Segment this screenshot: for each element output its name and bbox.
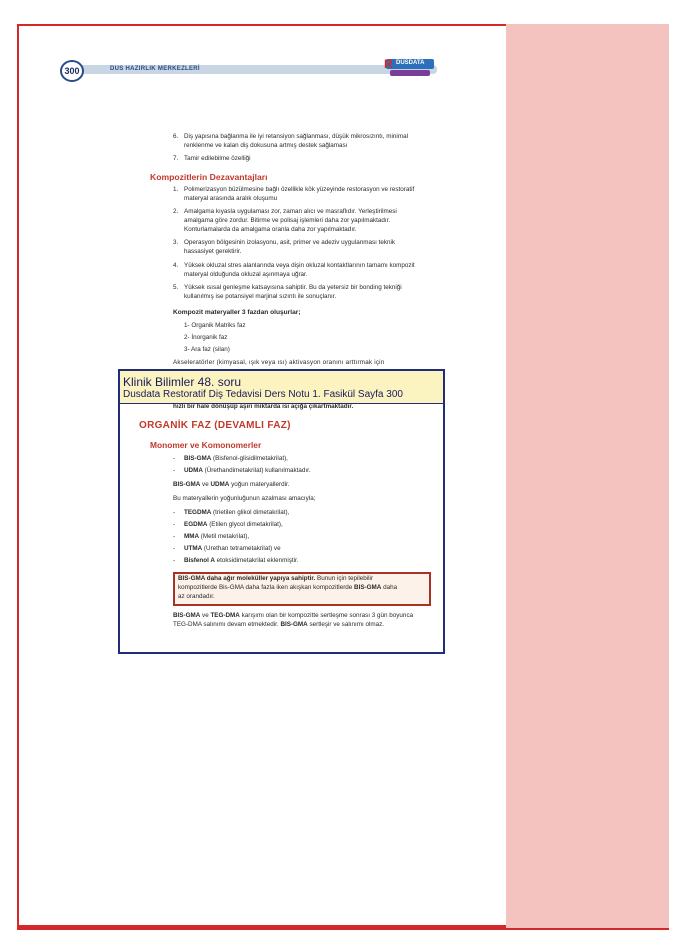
list-item-line: Tamir edilebilme özelliği (184, 155, 251, 162)
section-heading: Kompozitlerin Dezavantajları (150, 172, 268, 182)
callout-line: BIS-GMA daha ağır moleküller yapıya sahiptir. Bunun için tepilebilir (178, 575, 374, 582)
list-item: - (173, 557, 176, 564)
list-number: 4. (173, 262, 179, 269)
list-item-line: Operasyon bölgesinin izolasyonu, asit, primer ve adeziv uygulanması teknik (184, 239, 396, 246)
header-title: DUS HAZIRLIK MERKEZLERİ (110, 66, 200, 72)
list-item: UTMA (Urethan tetrametakrilat) ve (184, 545, 281, 552)
list-number: 5. (173, 284, 179, 291)
list-item: - (173, 545, 176, 552)
phase-item: 1- Organik Matriks faz (184, 322, 246, 329)
list-number: 6. (173, 133, 179, 140)
overlay-subtitle: Dusdata Restoratif Diş Tedavisi Ders Notu 1. Fasikül Sayfa 300 (123, 389, 403, 400)
list-number: 1. (173, 186, 179, 193)
list-item: - (173, 467, 176, 474)
final-paragraph: TEG-DMA salınımı devam etmektedir. BIS-GMA sertleşir ve salınımı olmaz. (173, 621, 385, 628)
list-item-line: Polimerizasyon büzülmesine bağlı özellikle kök yüzeyinde restorasyon ve restoratif (184, 186, 415, 193)
list-item: BIS-GMA (Bisfenol-glisidilmetakrilat), (184, 455, 288, 462)
callout-line: kompozitlerde Bis-GMA daha fazla iken akışkan kompozitlerde BIS-GMA daha (178, 584, 398, 591)
list-number: 7. (173, 155, 179, 162)
list-item-line: materyal olduğunda okluzal aşınmaya uğrar. (184, 271, 308, 278)
overlay-title: Klinik Bilimler 48. soru (123, 375, 242, 389)
list-item: - (173, 455, 176, 462)
logo-text: DUSDATA (396, 60, 425, 66)
list-item-line: amalgama göre zordur. Bitirme ve polisaj işlemleri daha zor yapılmaktadır. (184, 217, 391, 224)
list-item-line: Yüksek okluzal stres alanlarında veya dişin okluzal kontaktlarının tamamı kompozit (184, 262, 415, 269)
list-item: UDMA (Ürethandimetakrilat) kullanılmaktadır. (184, 467, 311, 474)
organic-phase-heading: ORGANİK FAZ (DEVAMLI FAZ) (139, 420, 291, 431)
list-number: 2. (173, 208, 179, 215)
list-item-line: Konturlamalarda da amalgama oranla daha zor yapılmaktadır. (184, 226, 357, 233)
side-panel (506, 24, 669, 928)
list-item: MMA (Metil metakrilat), (184, 533, 250, 540)
list-item-line: hassasiyet gerektirir. (184, 248, 242, 255)
list-item-line: materyal arasında aralık oluşumu (184, 195, 278, 202)
paragraph: Bu materyallerin yoğunluğunun azalması amacıyla; (173, 495, 316, 502)
phase-item: 3- Ara faz (silan) (184, 346, 230, 353)
overlay-header (120, 371, 443, 404)
list-item: - (173, 509, 176, 516)
callout-line: az orandadır. (178, 593, 215, 600)
page-number: 300 (60, 60, 84, 82)
monomer-heading: Monomer ve Komonomerler (150, 440, 262, 450)
list-item: EGDMA (Etilen glycol dimetakrilat), (184, 521, 283, 528)
paragraph: BIS-GMA ve UDMA yoğun materyallerdir. (173, 481, 290, 488)
final-paragraph: BIS-GMA ve TEG-DMA karışımı olan bir kompozitte sertleşme sonrası 3 gün boyunca (173, 612, 414, 619)
list-item: - (173, 533, 176, 540)
list-item-line: Yüksek ısısal genleşme katsayısına sahiptir. Bu da yetersiz bir bonding tekniği (184, 284, 402, 291)
phases-title: Kompozit materyaller 3 fazdan oluşurlar; (173, 309, 301, 316)
phase-item: 2- İnorganik faz (184, 334, 228, 341)
list-number: 3. (173, 239, 179, 246)
list-item-line: Diş yapısına bağlanma ile iyi retansiyon sağlanması, düşük mikrosızıntı, minimal (184, 133, 408, 140)
list-item: Bisfenol A etoksidimetakrilat eklenmiştir. (184, 557, 299, 564)
dusdata-logo-icon: DUSDATA R (386, 59, 434, 77)
list-item-line: Amalgama kıyasla uygulaması zor, zaman alıcı ve masraflıdır. Yerleştirilmesi (184, 208, 397, 215)
list-item: TEGDMA (trietilen glikol dimetakrilat), (184, 509, 290, 516)
list-item-line: renklenme ve kalan diş dokusuna artmış destek sağlaması (184, 142, 348, 149)
list-item-line: kullanılmış ise potansiyel marjinal sızıntı ile sonuçlanır. (184, 293, 337, 300)
accelerators-line: Akseleratörler (kimyasal, ışık veya ısı) aktivasyon oranını arttırmak için (173, 359, 385, 366)
list-item: - (173, 521, 176, 528)
cut-line: hızlı bir hale dönüşüp aşırı miktarda ısı açığa çıkartmaktadır. (173, 403, 354, 410)
